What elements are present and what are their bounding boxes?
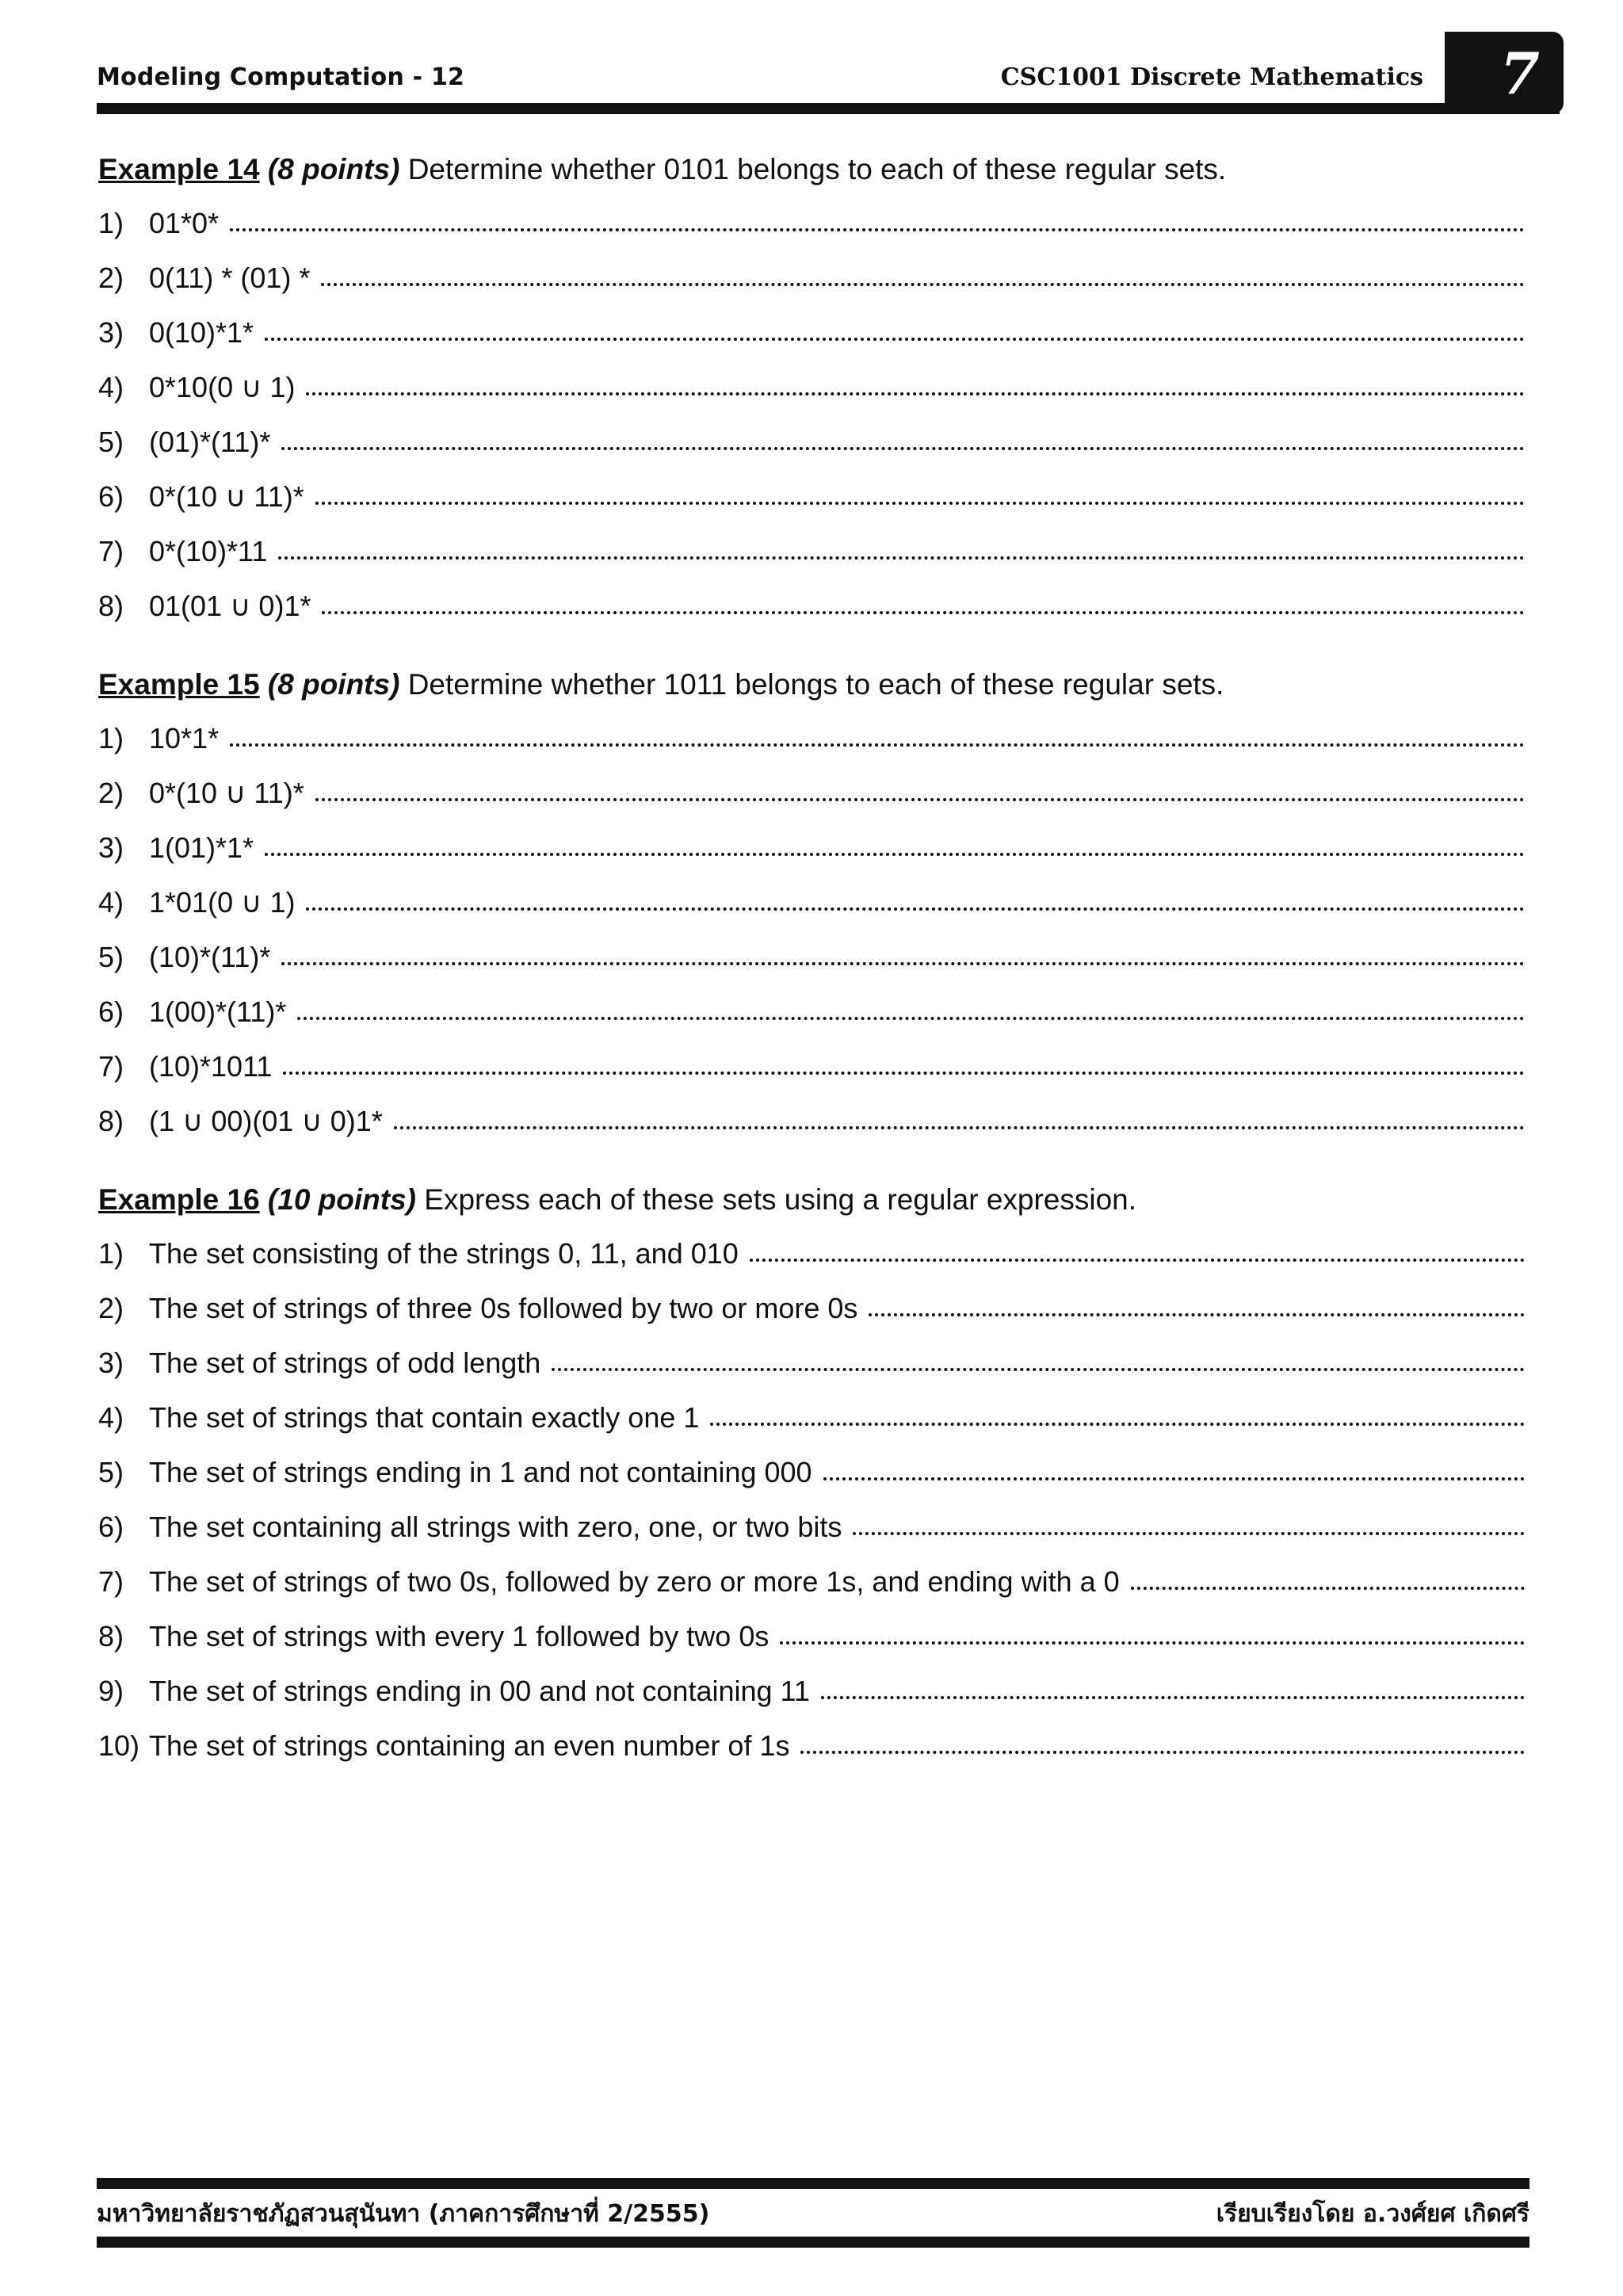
question-item: [98, 369, 1525, 423]
answer-line[interactable]: [306, 907, 1525, 911]
item-text: 0(10)*1*: [149, 316, 254, 349]
question-item: [98, 774, 1525, 829]
answer-line[interactable]: [823, 1477, 1525, 1480]
answer-line[interactable]: [710, 1423, 1525, 1426]
answer-line[interactable]: [265, 338, 1525, 341]
item-text: The set of strings of two 0s, followed by zero or more 1s, and ending with a 0: [149, 1565, 1120, 1598]
answer-line[interactable]: [265, 853, 1525, 856]
question-item: [98, 587, 1525, 642]
item-text: The set consisting of the strings 0, 11, and 010: [149, 1237, 739, 1270]
footer-author: เรียบเรียงโดย อ.วงศ์ยศ เกิดศรี: [1216, 2200, 1529, 2228]
example-heading: [98, 1181, 1525, 1219]
item-text: 0*(10 ∪ 11)*: [149, 777, 304, 809]
item-text: (01)*(11)*: [149, 426, 271, 458]
item-number: 1): [98, 207, 124, 239]
example-name: Example 15: [98, 668, 260, 701]
item-text: (1 ∪ 00)(01 ∪ 0)1*: [149, 1105, 383, 1137]
item-number: 8): [98, 1620, 124, 1652]
item-text: 01*0*: [149, 207, 220, 239]
page-number: 7: [1499, 39, 1540, 107]
answer-line[interactable]: [281, 447, 1525, 450]
item-text: The set of strings of odd length: [149, 1347, 541, 1379]
header-rule: [97, 103, 1560, 114]
footer-rule-bottom: [97, 2237, 1529, 2248]
answer-line[interactable]: [315, 798, 1525, 801]
question-item: [98, 1727, 1525, 1782]
item-number: 1): [98, 1237, 124, 1270]
item-text: (10)*1011: [149, 1050, 273, 1083]
question-item: [98, 720, 1525, 774]
answer-line[interactable]: [281, 962, 1525, 965]
item-number: 5): [98, 426, 124, 458]
item-number: 2): [98, 262, 124, 294]
example-points: (8 points): [267, 153, 400, 185]
answer-line[interactable]: [230, 743, 1525, 747]
item-number: 6): [98, 995, 124, 1028]
item-number: 10): [98, 1729, 140, 1762]
answer-line[interactable]: [800, 1751, 1525, 1754]
answer-line[interactable]: [869, 1313, 1525, 1316]
item-number: 2): [98, 777, 124, 809]
question-item: [98, 884, 1525, 938]
exercise-content: [98, 151, 1525, 1805]
answer-line[interactable]: [1131, 1587, 1525, 1590]
item-number: 4): [98, 1401, 124, 1434]
question-item: [98, 478, 1525, 533]
answer-line[interactable]: [552, 1368, 1525, 1371]
example-14: [98, 151, 1525, 642]
item-text: The set of strings of three 0s followed by two or more 0s: [149, 1292, 858, 1324]
answer-line[interactable]: [821, 1696, 1525, 1699]
example-heading: [98, 151, 1525, 189]
item-number: 8): [98, 1105, 124, 1137]
example-points: (8 points): [267, 668, 400, 701]
item-text: 1(00)*(11)*: [149, 995, 287, 1028]
item-text: The set of strings that contain exactly one 1: [149, 1401, 700, 1434]
item-text: 1(01)*1*: [149, 831, 254, 864]
item-number: 4): [98, 886, 124, 919]
example-prompt: Determine whether 0101 belongs to each of these regular sets.: [407, 153, 1227, 185]
question-item: [98, 1235, 1525, 1289]
item-number: 5): [98, 1456, 124, 1488]
item-text: 10*1*: [149, 722, 220, 755]
question-item: [98, 1672, 1525, 1727]
item-text: The set of strings ending in 00 and not containing 11: [149, 1675, 810, 1707]
item-text: 01(01 ∪ 0)1*: [149, 590, 311, 622]
question-item: [98, 1399, 1525, 1454]
example-heading: [98, 666, 1525, 704]
question-item: [98, 1454, 1525, 1508]
answer-line[interactable]: [297, 1017, 1525, 1020]
item-text: 0(11) * (01) *: [149, 262, 311, 294]
question-item: [98, 1102, 1525, 1157]
question-item: [98, 533, 1525, 587]
header-course-section: Modeling Computation - 12: [97, 63, 465, 91]
item-number: 7): [98, 1565, 124, 1598]
example-16: [98, 1181, 1525, 1782]
answer-line[interactable]: [322, 611, 1525, 614]
item-text: 0*(10 ∪ 11)*: [149, 480, 304, 513]
question-item: [98, 829, 1525, 884]
page-number-box: [1445, 32, 1564, 114]
item-number: 4): [98, 371, 124, 403]
question-item: [98, 204, 1525, 259]
item-number: 7): [98, 535, 124, 567]
item-number: 6): [98, 1511, 124, 1543]
question-item: [98, 1289, 1525, 1344]
answer-line[interactable]: [278, 556, 1525, 560]
example-name: Example 14: [98, 153, 260, 185]
question-item: [98, 1618, 1525, 1672]
item-number: 6): [98, 480, 124, 513]
item-number: 1): [98, 722, 124, 755]
question-item: [98, 423, 1525, 478]
answer-line[interactable]: [315, 502, 1525, 505]
item-number: 9): [98, 1675, 124, 1707]
item-number: 3): [98, 316, 124, 349]
answer-line[interactable]: [780, 1641, 1525, 1645]
item-number: 3): [98, 831, 124, 864]
item-text: The set of strings ending in 1 and not containing 000: [149, 1456, 812, 1488]
example-prompt: Express each of these sets using a regular expression.: [424, 1183, 1137, 1216]
item-text: 1*01(0 ∪ 1): [149, 886, 296, 919]
item-text: The set containing all strings with zero, one, or two bits: [149, 1511, 842, 1543]
answer-line[interactable]: [321, 283, 1525, 286]
item-text: The set of strings containing an even number of 1s: [149, 1729, 790, 1762]
answer-line[interactable]: [306, 392, 1525, 395]
question-item: [98, 314, 1525, 369]
item-number: 3): [98, 1347, 124, 1379]
header-course-title: CSC1001 Discrete Mathematics: [1000, 63, 1423, 91]
question-item: [98, 259, 1525, 314]
item-text: The set of strings with every 1 followed by two 0s: [149, 1620, 769, 1652]
footer-university: มหาวิทยาลัยราชภัฏสวนสุนันทา (ภาคการศึกษาที่ 2/2555): [97, 2200, 710, 2228]
answer-line[interactable]: [230, 228, 1525, 231]
question-item: [98, 1563, 1525, 1618]
example-points: (10 points): [267, 1183, 416, 1216]
question-item: [98, 938, 1525, 993]
answer-line[interactable]: [283, 1072, 1525, 1075]
question-item: [98, 1508, 1525, 1563]
question-item: [98, 1344, 1525, 1399]
example-name: Example 16: [98, 1183, 260, 1216]
question-item: [98, 993, 1525, 1048]
answer-line[interactable]: [853, 1532, 1525, 1535]
footer-rule-top: [97, 2178, 1529, 2189]
example-15: [98, 666, 1525, 1157]
item-text: (10)*(11)*: [149, 941, 271, 973]
item-text: 0*(10)*11: [149, 535, 268, 567]
question-item: [98, 1048, 1525, 1102]
item-number: 2): [98, 1292, 124, 1324]
item-text: 0*10(0 ∪ 1): [149, 371, 296, 403]
item-number: 7): [98, 1050, 124, 1083]
answer-line[interactable]: [750, 1259, 1525, 1262]
item-number: 8): [98, 590, 124, 622]
item-number: 5): [98, 941, 124, 973]
example-prompt: Determine whether 1011 belongs to each of these regular sets.: [407, 668, 1224, 701]
answer-line[interactable]: [394, 1126, 1525, 1129]
